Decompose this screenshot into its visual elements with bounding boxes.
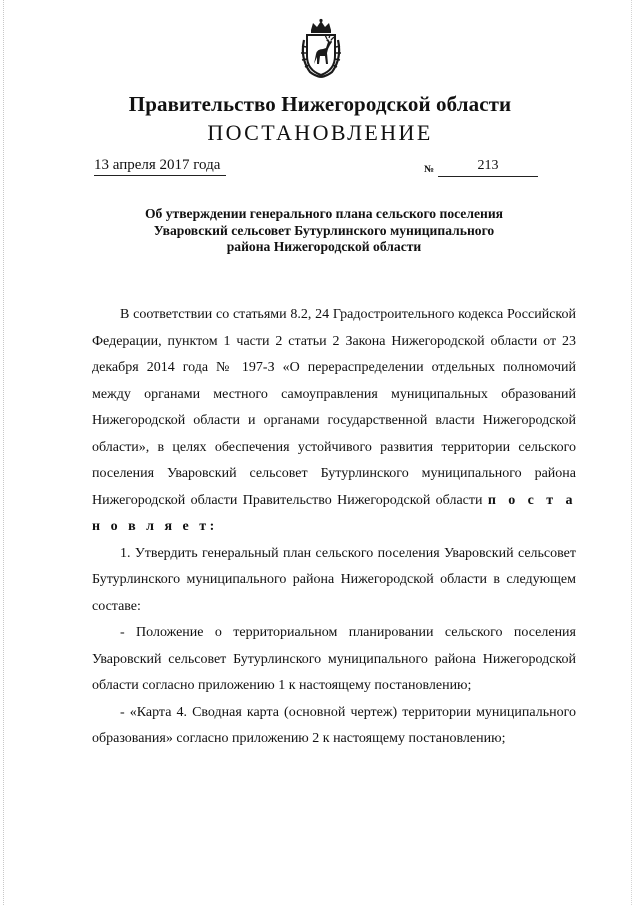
document-number: 213 (438, 158, 538, 177)
paragraph-list-item: - Положение о территориальном планировании сельского поселения Уваровский сельсовет Бутурлинского муниципального района Нижегородской области согласно приложению 1 к настоящему постановлению; (92, 625, 576, 693)
paragraph-item-1: 1. Утвердить генеральный план сельского поселения Уваровский сельсовет Бутурлинского муниципального района Нижегородской области в следующем составе: (92, 545, 576, 614)
coat-of-arms-icon (298, 18, 344, 78)
subject-line: Уваровский сельсовет Бутурлинского муниципального (153, 222, 495, 238)
document-date: 13 апреля 2017 года (94, 157, 226, 176)
document-type: ПОСТАНОВЛЕНИЕ (207, 120, 433, 145)
document-body (92, 302, 576, 753)
subject-line: района Нижегородской области (226, 239, 422, 255)
preamble-text: В соответствии со статьями 8.2, 24 Градостроительного кодекса Российской Федерации, пунктом 1 части 2 статьи 2 Закона Нижегородской области от 23 декабря 2014 года № 197-З «О перераспределении отдельных полномочий между органами местного самоуправления муниципальных образований Нижегородской области и органами государственной власти Нижегородской области», в целях обеспечения устойчивого развития территории сельского поселения Уваровский сельсовет Бутурлинского муниципального района Нижегородской области Правительство Нижегородской области (92, 307, 576, 508)
number-label: № (424, 164, 435, 175)
paragraph-preamble (92, 302, 576, 541)
paragraph-list-item: - «Карта 4. Сводная карта (основной чертеж) территории муниципального образования» согласно приложению 2 к настоящему постановлению; (92, 704, 576, 746)
document-subject (118, 206, 530, 256)
government-title: Правительство Нижегородской области (128, 92, 512, 116)
decree-word: п о с т а н о в л я е т: (92, 492, 576, 534)
subject-line: Об утверждении генерального плана сельского поселения (144, 206, 504, 221)
